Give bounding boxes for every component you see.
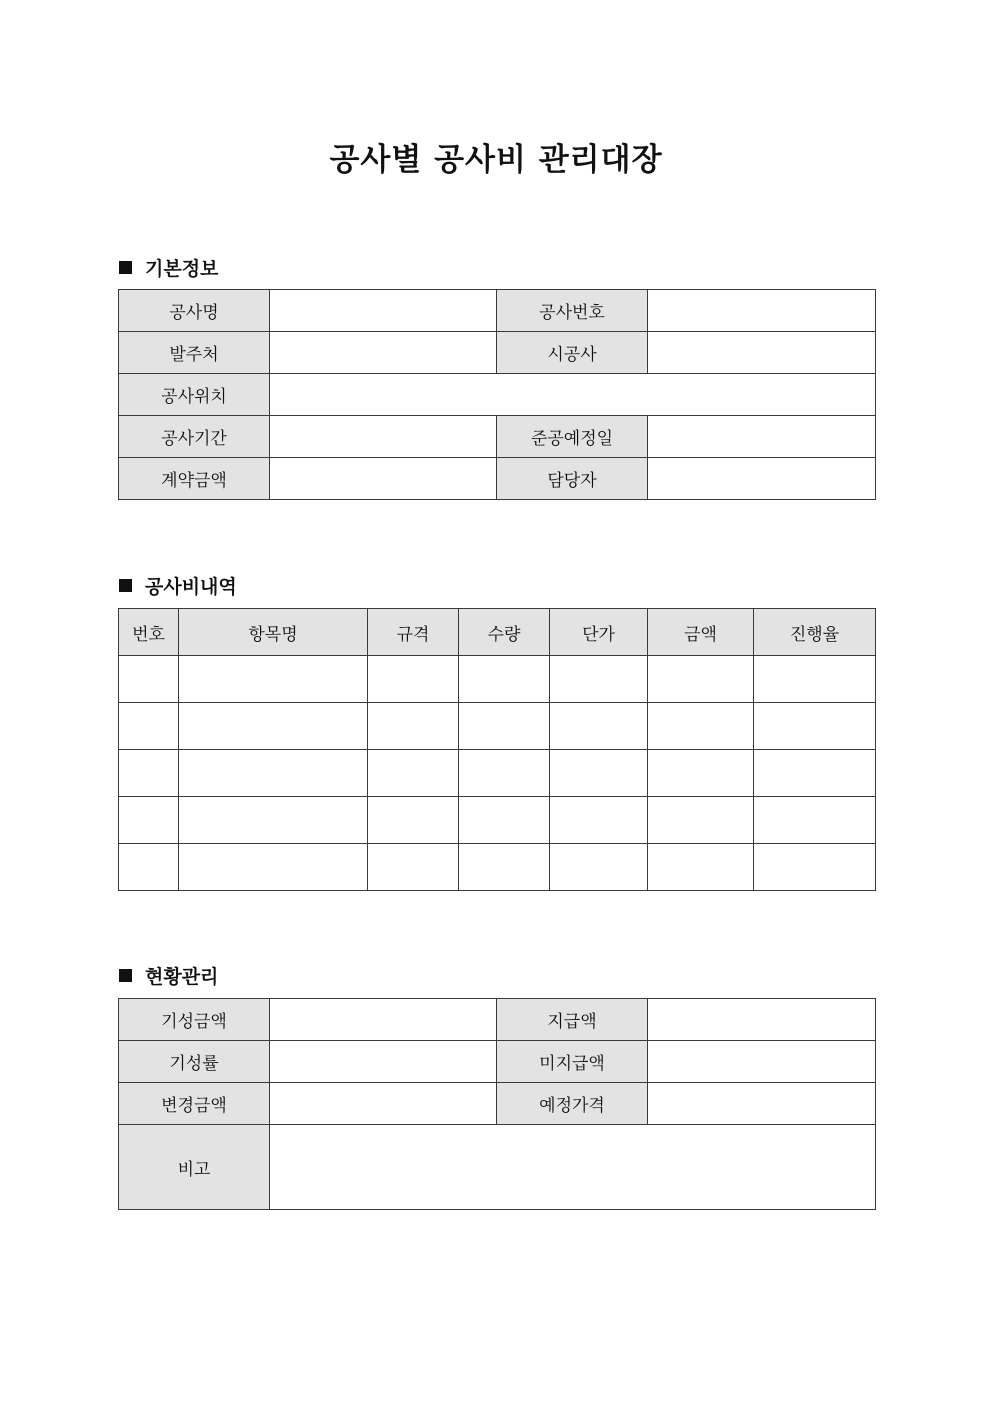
section-title: 기본정보 [145, 258, 219, 280]
table-header-row [119, 609, 876, 656]
table-row [119, 797, 876, 844]
progress-amount-field[interactable] [270, 999, 497, 1041]
table-cell[interactable] [648, 844, 754, 891]
table-row [119, 1125, 876, 1210]
column-header-amount: 금액 [648, 609, 754, 656]
period-field[interactable] [270, 416, 497, 458]
table-cell[interactable] [459, 797, 550, 844]
table-row [119, 703, 876, 750]
table-cell[interactable] [119, 656, 179, 703]
table-cell[interactable] [648, 656, 754, 703]
contract-amount-field[interactable] [270, 458, 497, 500]
table-cell[interactable] [754, 797, 876, 844]
table-cell[interactable] [119, 750, 179, 797]
table-cell[interactable] [459, 844, 550, 891]
location-field[interactable] [270, 374, 876, 416]
section-heading-basic [119, 254, 218, 281]
table-cell[interactable] [754, 750, 876, 797]
completion-date-field[interactable] [648, 416, 876, 458]
table-cell[interactable] [648, 797, 754, 844]
table-cell[interactable] [754, 844, 876, 891]
table-cell[interactable] [754, 703, 876, 750]
label-progress-rate: 기성률 [119, 1041, 270, 1083]
table-cell[interactable] [179, 656, 368, 703]
table-cell[interactable] [179, 797, 368, 844]
column-header-item-name: 항목명 [179, 609, 368, 656]
unpaid-amount-field[interactable] [648, 1041, 876, 1083]
table-row [119, 656, 876, 703]
label-remarks: 비고 [119, 1125, 270, 1210]
section-heading-costs [119, 572, 237, 599]
table-cell[interactable] [368, 703, 459, 750]
square-bullet-icon [119, 969, 132, 982]
section-title: 현황관리 [145, 966, 219, 988]
label-manager: 담당자 [497, 458, 648, 500]
remarks-field[interactable] [270, 1125, 876, 1210]
label-estimated-price: 예정가격 [497, 1083, 648, 1125]
table-cell[interactable] [459, 656, 550, 703]
column-header-spec: 규격 [368, 609, 459, 656]
progress-rate-field[interactable] [270, 1041, 497, 1083]
table-cell[interactable] [754, 656, 876, 703]
table-cell[interactable] [648, 750, 754, 797]
column-header-unit-price: 단가 [550, 609, 648, 656]
table-cell[interactable] [119, 703, 179, 750]
label-progress-amount: 기성금액 [119, 999, 270, 1041]
section-title: 공사비내역 [145, 576, 237, 598]
table-cell[interactable] [550, 703, 648, 750]
table-cell[interactable] [648, 703, 754, 750]
label-paid-amount: 지급액 [497, 999, 648, 1041]
manager-field[interactable] [648, 458, 876, 500]
table-row [119, 290, 876, 332]
table-cell[interactable] [119, 844, 179, 891]
table-cell[interactable] [368, 656, 459, 703]
project-name-field[interactable] [270, 290, 497, 332]
label-completion-date: 준공예정일 [497, 416, 648, 458]
label-client: 발주처 [119, 332, 270, 374]
table-cell[interactable] [119, 797, 179, 844]
cost-details-table [118, 608, 876, 891]
contractor-field[interactable] [648, 332, 876, 374]
table-row [119, 1041, 876, 1083]
table-cell[interactable] [550, 797, 648, 844]
label-changed-amount: 변경금액 [119, 1083, 270, 1125]
table-cell[interactable] [368, 844, 459, 891]
label-project-name: 공사명 [119, 290, 270, 332]
table-cell[interactable] [368, 750, 459, 797]
table-row [119, 750, 876, 797]
table-cell[interactable] [550, 656, 648, 703]
label-project-number: 공사번호 [497, 290, 648, 332]
square-bullet-icon [119, 579, 132, 592]
label-contractor: 시공사 [497, 332, 648, 374]
square-bullet-icon [119, 261, 132, 274]
column-header-number: 번호 [119, 609, 179, 656]
basic-info-table [118, 289, 876, 500]
table-row [119, 416, 876, 458]
table-row [119, 332, 876, 374]
table-cell[interactable] [459, 703, 550, 750]
paid-amount-field[interactable] [648, 999, 876, 1041]
table-cell[interactable] [550, 750, 648, 797]
label-contract-amount: 계약금액 [119, 458, 270, 500]
column-header-progress: 진행율 [754, 609, 876, 656]
table-row [119, 999, 876, 1041]
table-cell[interactable] [368, 797, 459, 844]
column-header-quantity: 수량 [459, 609, 550, 656]
client-field[interactable] [270, 332, 497, 374]
table-cell[interactable] [179, 844, 368, 891]
table-cell[interactable] [179, 703, 368, 750]
label-location: 공사위치 [119, 374, 270, 416]
page-title: 공사별 공사비 관리대장 [329, 142, 663, 178]
table-row [119, 844, 876, 891]
changed-amount-field[interactable] [270, 1083, 497, 1125]
table-cell[interactable] [550, 844, 648, 891]
section-heading-status [119, 962, 218, 989]
table-cell[interactable] [459, 750, 550, 797]
estimated-price-field[interactable] [648, 1083, 876, 1125]
label-period: 공사기간 [119, 416, 270, 458]
table-row [119, 458, 876, 500]
table-cell[interactable] [179, 750, 368, 797]
label-unpaid-amount: 미지급액 [497, 1041, 648, 1083]
table-row [119, 374, 876, 416]
project-number-field[interactable] [648, 290, 876, 332]
table-row [119, 1083, 876, 1125]
status-table [118, 998, 876, 1210]
